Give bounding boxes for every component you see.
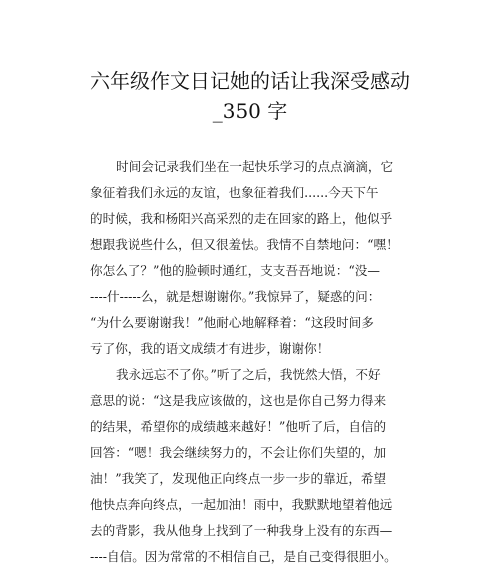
text-line: ----什-----么，就是想谢谢你。”我惊异了，疑惑的问： [90,289,381,304]
title-line-2: _350 字 [212,99,288,123]
text-line: 回答：“嗯！我会继续努力的，不会让你们失望的，加 [90,445,387,460]
document-title [60,66,440,126]
title-line-1: 六年级作文日记她的话让我深受感动 [90,69,410,93]
text-line: 时间会记录我们坐在一起快乐学习的点点滴滴，它 [116,159,394,174]
text-line: 象征着我们永远的友谊，也象征着我们......今天下午 [90,185,379,200]
text-line: 的时候，我和杨阳兴高采烈的走在回家的路上，他似乎 [90,211,393,226]
text-line: “为什么要谢谢我！”他耐心地解释着：“这段时间多 [90,315,374,330]
paragraph-1 [90,154,430,362]
document-body [90,154,430,566]
text-line: 的结果，希望你的成绩越来越好！”他听了后，自信的 [90,419,387,434]
text-line: 亏了你，我的语文成绩才有进步，谢谢你！ [90,341,330,356]
text-line: 他快点奔向终点，一起加油！雨中，我默默地望着他远 [90,497,393,512]
text-line: ----自信。因为常常的不相信自己，是自己变得很胆小。 [90,549,397,564]
text-line: 意思的说：“这是我应该做的，这也是你自己努力得来 [90,393,387,408]
text-line: 我永远忘不了你。”听了之后，我恍然大悟，不好 [116,367,381,382]
text-line: 你怎么了？”他的脸顿时通红，支支吾吾地说：“没— [90,263,380,278]
text-line: 油！”我笑了，发现他正向终点一步一步的靠近，希望 [90,471,387,486]
paragraph-2 [90,362,430,566]
text-line: 去的背影，我从他身上找到了一种我身上没有的东西— [90,523,393,538]
text-line: 想跟我说些什么，但又很羞怯。我情不自禁地问：“嘿！ [90,237,399,252]
